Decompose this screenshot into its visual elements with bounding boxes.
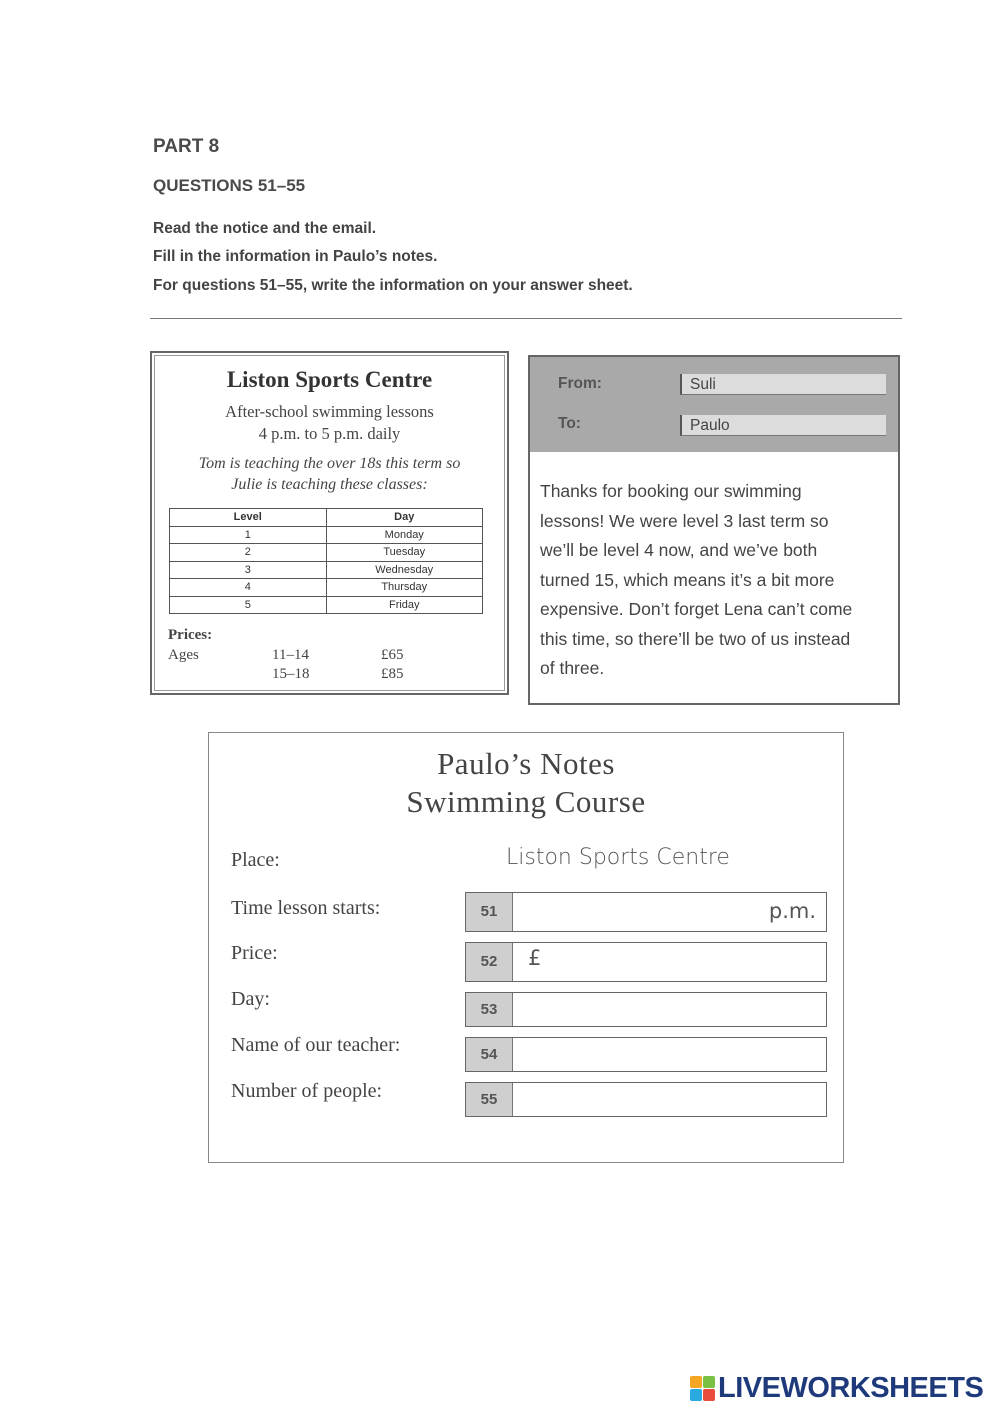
notice-title: Liston Sports Centre: [226, 367, 433, 392]
table-row: [170, 561, 483, 579]
sports-centre-notice: [150, 351, 509, 695]
place-label: Place:: [231, 849, 280, 871]
day-cell: Friday: [326, 596, 483, 614]
email-header: [530, 357, 898, 452]
answer-suffix: p.m.: [768, 899, 816, 923]
instruction-line: Fill in the information in Paulo’s notes.: [153, 248, 438, 265]
level-day-table: [169, 508, 483, 614]
ages-label: Ages: [168, 647, 199, 663]
instruction-line: Read the notice and the email.: [153, 220, 377, 237]
email-body-line: this time, so there’ll be two of us instead: [540, 628, 851, 649]
table-header-row: [170, 509, 483, 527]
table-row: [170, 596, 483, 614]
day-cell: Monday: [326, 526, 483, 544]
level-cell: 4: [170, 579, 327, 597]
price-value: £65: [381, 647, 404, 663]
field-label: Price:: [231, 942, 278, 964]
age-range: 15–18: [272, 666, 310, 682]
notes-subtitle-line: Swimming Course: [406, 784, 646, 819]
level-cell: 2: [170, 544, 327, 562]
liveworksheets-logo: [690, 1372, 983, 1405]
logo-square: [690, 1389, 702, 1401]
notice-teacher-note: Julie is teaching these classes:: [231, 476, 428, 493]
column-header: Level: [170, 509, 327, 527]
email-body-line: expensive. Don’t forget Lena can’t come: [540, 599, 853, 619]
part-heading: PART 8: [153, 136, 220, 157]
price-value: £85: [381, 666, 404, 682]
answer-box-53[interactable]: [465, 992, 827, 1027]
column-header: Day: [326, 509, 483, 527]
age-range: 11–14: [272, 647, 309, 663]
table-row: [170, 544, 483, 562]
answer-box-55[interactable]: [465, 1082, 827, 1117]
email-body-line: of three.: [540, 658, 605, 678]
question-number: 53: [466, 993, 513, 1026]
logo-mark-icon: [690, 1376, 715, 1401]
logo-square: [690, 1376, 702, 1388]
notes-title: [209, 745, 843, 821]
question-number: 51: [466, 893, 513, 931]
to-label: To:: [558, 415, 581, 432]
divider: [150, 318, 902, 319]
field-label: Name of our teacher:: [231, 1034, 401, 1056]
day-cell: Wednesday: [326, 561, 483, 579]
paulos-notes-form: [208, 732, 844, 1163]
answer-box-54[interactable]: [465, 1037, 827, 1072]
email-body-line: turned 15, which means it’s a bit more: [540, 569, 835, 590]
logo-square: [703, 1389, 715, 1401]
answer-prefix: £: [528, 946, 542, 970]
notice-hours: 4 p.m. to 5 p.m. daily: [258, 424, 401, 443]
field-label: Day:: [231, 988, 270, 1010]
table-row: [170, 579, 483, 597]
questions-heading: QUESTIONS 51–55: [153, 176, 306, 195]
notes-title-line: Paulo’s Notes: [437, 746, 615, 781]
answer-box-52[interactable]: [465, 942, 827, 982]
question-number: 54: [466, 1038, 513, 1071]
notice-teacher-note: Tom is teaching the over 18s this term so: [198, 455, 461, 472]
field-label: Number of people:: [231, 1080, 383, 1102]
answer-box-51[interactable]: [465, 892, 827, 932]
instruction-line: For questions 51–55, write the information on your answer sheet.: [153, 277, 633, 294]
question-number: 55: [466, 1083, 513, 1116]
prices-label: Prices:: [168, 627, 213, 643]
email-body: [540, 477, 895, 684]
notice-subtitle: After-school swimming lessons: [225, 402, 434, 421]
logo-text: LIVEWORKSHEETS: [718, 1372, 984, 1404]
to-field: Paulo: [680, 415, 886, 436]
level-cell: 1: [170, 526, 327, 544]
question-number: 52: [466, 943, 513, 981]
level-cell: 3: [170, 561, 327, 579]
email-body-line: Thanks for booking our swimming: [540, 481, 802, 501]
email-body-line: lessons! We were level 3 last term so: [540, 510, 829, 531]
email-message: [528, 355, 900, 705]
day-cell: Thursday: [326, 579, 483, 597]
from-field: Suli: [680, 374, 886, 395]
table-row: [170, 526, 483, 544]
field-label: Time lesson starts:: [231, 897, 381, 919]
logo-square: [703, 1376, 715, 1388]
email-body-line: we’ll be level 4 now, and we’ve both: [540, 540, 818, 560]
place-value: Liston Sports Centre: [506, 845, 730, 870]
from-label: From:: [558, 375, 602, 392]
level-cell: 5: [170, 596, 327, 614]
day-cell: Tuesday: [326, 544, 483, 562]
